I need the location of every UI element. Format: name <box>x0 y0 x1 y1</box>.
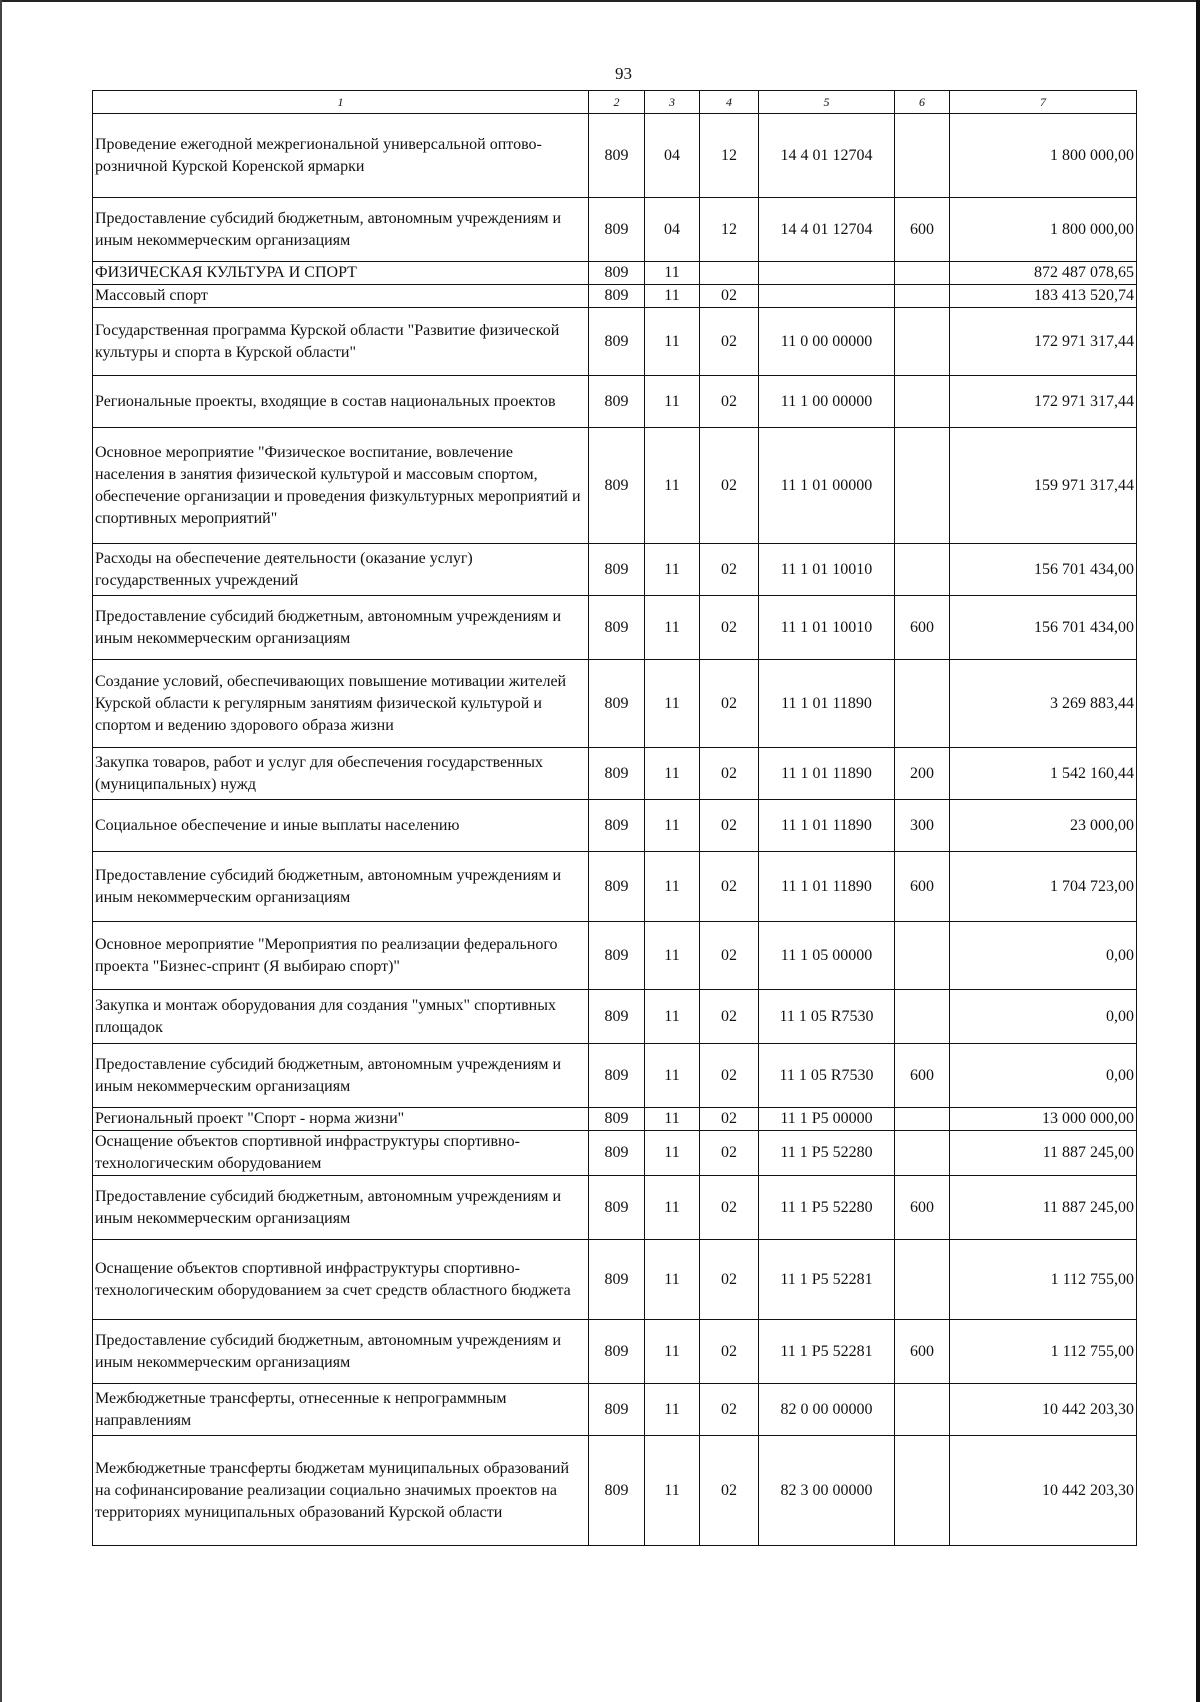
expense-type-code <box>895 1131 950 1176</box>
section-code: 11 <box>645 308 700 376</box>
section-code: 11 <box>645 852 700 922</box>
expense-type-code: 200 <box>895 748 950 800</box>
expense-type-code <box>895 544 950 596</box>
subsection-code: 02 <box>700 1044 759 1108</box>
amount: 11 887 245,00 <box>950 1131 1137 1176</box>
amount: 1 800 000,00 <box>950 114 1137 198</box>
table-row <box>93 1320 1137 1384</box>
section-code: 11 <box>645 1108 700 1131</box>
page-number: 93 <box>615 64 632 83</box>
column-number: 1 <box>93 91 589 114</box>
expense-type-code <box>895 1436 950 1546</box>
expense-type-code: 600 <box>895 1044 950 1108</box>
amount: 1 800 000,00 <box>950 198 1137 262</box>
subsection-code: 02 <box>700 660 759 748</box>
table-row <box>93 660 1137 748</box>
ministry-code: 809 <box>589 990 645 1044</box>
section-code: 11 <box>645 1384 700 1436</box>
section-code: 11 <box>645 262 700 285</box>
target-article-code: 11 1 01 11890 <box>759 660 895 748</box>
table-row <box>93 1436 1137 1546</box>
table-row <box>93 1044 1137 1108</box>
table-row <box>93 1108 1137 1131</box>
amount: 1 112 755,00 <box>950 1240 1137 1320</box>
target-article-code: 11 1 00 00000 <box>759 376 895 428</box>
subsection-code: 02 <box>700 1436 759 1546</box>
row-name: Оснащение объектов спортивной инфраструктуры спортивно-технологическим оборудованием за счет средств областного бюджета <box>93 1240 589 1320</box>
target-article-code: 11 1 01 00000 <box>759 428 895 544</box>
ministry-code: 809 <box>589 1240 645 1320</box>
column-number: 6 <box>895 91 950 114</box>
amount: 10 442 203,30 <box>950 1384 1137 1436</box>
table-row <box>93 1384 1137 1436</box>
row-name: Предоставление субсидий бюджетным, автономным учреждениям и иным некоммерческим организациям <box>93 852 589 922</box>
row-name: Основное мероприятие "Физическое воспитание, вовлечение населения в занятия физической культурой и массовым спортом, обеспечение организации и проведения физкультурных мероприятий и спортивных мероприятий" <box>93 428 589 544</box>
subsection-code: 02 <box>700 428 759 544</box>
target-article-code: 11 1 P5 00000 <box>759 1108 895 1131</box>
row-name: Закупка и монтаж оборудования для создания "умных" спортивных площадок <box>93 990 589 1044</box>
subsection-code: 02 <box>700 922 759 990</box>
section-code: 11 <box>645 1176 700 1240</box>
column-number: 5 <box>759 91 895 114</box>
target-article-code: 82 0 00 00000 <box>759 1384 895 1436</box>
row-name: Закупка товаров, работ и услуг для обеспечения государственных (муниципальных) нужд <box>93 748 589 800</box>
target-article-code: 11 1 01 11890 <box>759 852 895 922</box>
ministry-code: 809 <box>589 1044 645 1108</box>
ministry-code: 809 <box>589 376 645 428</box>
table-row <box>93 285 1137 308</box>
target-article-code: 11 1 05 00000 <box>759 922 895 990</box>
table-row <box>93 596 1137 660</box>
target-article-code: 14 4 01 12704 <box>759 198 895 262</box>
row-name: Оснащение объектов спортивной инфраструктуры спортивно-технологическим оборудованием <box>93 1131 589 1176</box>
amount: 23 000,00 <box>950 800 1137 852</box>
amount: 10 442 203,30 <box>950 1436 1137 1546</box>
subsection-code <box>700 262 759 285</box>
target-article-code: 11 1 01 11890 <box>759 748 895 800</box>
section-code: 11 <box>645 922 700 990</box>
scan-border-right <box>1196 0 1200 1702</box>
amount: 156 701 434,00 <box>950 596 1137 660</box>
expense-type-code <box>895 1240 950 1320</box>
table-row <box>93 852 1137 922</box>
expense-type-code <box>895 262 950 285</box>
amount: 872 487 078,65 <box>950 262 1137 285</box>
table-row <box>93 114 1137 198</box>
subsection-code: 02 <box>700 990 759 1044</box>
amount: 172 971 317,44 <box>950 376 1137 428</box>
subsection-code: 02 <box>700 544 759 596</box>
expense-type-code: 600 <box>895 596 950 660</box>
target-article-code: 11 1 01 10010 <box>759 596 895 660</box>
amount: 0,00 <box>950 990 1137 1044</box>
column-number: 4 <box>700 91 759 114</box>
section-code: 11 <box>645 1320 700 1384</box>
row-name: Расходы на обеспечение деятельности (оказание услуг) государственных учреждений <box>93 544 589 596</box>
target-article-code: 11 1 P5 52281 <box>759 1320 895 1384</box>
row-name: ФИЗИЧЕСКАЯ КУЛЬТУРА И СПОРТ <box>93 262 589 285</box>
amount: 1 704 723,00 <box>950 852 1137 922</box>
expense-type-code: 600 <box>895 852 950 922</box>
ministry-code: 809 <box>589 544 645 596</box>
ministry-code: 809 <box>589 660 645 748</box>
ministry-code: 809 <box>589 1131 645 1176</box>
section-code: 11 <box>645 428 700 544</box>
row-name: Предоставление субсидий бюджетным, автономным учреждениям и иным некоммерческим организациям <box>93 1176 589 1240</box>
ministry-code: 809 <box>589 1384 645 1436</box>
expense-type-code <box>895 376 950 428</box>
section-code: 11 <box>645 285 700 308</box>
ministry-code: 809 <box>589 596 645 660</box>
target-article-code: 11 1 P5 52280 <box>759 1131 895 1176</box>
row-name: Предоставление субсидий бюджетным, автономным учреждениям и иным некоммерческим организациям <box>93 198 589 262</box>
subsection-code: 02 <box>700 1108 759 1131</box>
table-row <box>93 376 1137 428</box>
column-number-row <box>93 91 1137 114</box>
subsection-code: 12 <box>700 198 759 262</box>
ministry-code: 809 <box>589 852 645 922</box>
subsection-code: 02 <box>700 1240 759 1320</box>
amount: 159 971 317,44 <box>950 428 1137 544</box>
row-name: Социальное обеспечение и иные выплаты населению <box>93 800 589 852</box>
table-row <box>93 428 1137 544</box>
subsection-code: 02 <box>700 596 759 660</box>
target-article-code: 11 1 05 R7530 <box>759 990 895 1044</box>
target-article-code: 14 4 01 12704 <box>759 114 895 198</box>
expense-type-code <box>895 660 950 748</box>
table-row <box>93 262 1137 285</box>
section-code: 04 <box>645 198 700 262</box>
table-row <box>93 198 1137 262</box>
column-number: 2 <box>589 91 645 114</box>
table-row <box>93 1131 1137 1176</box>
ministry-code: 809 <box>589 1320 645 1384</box>
ministry-code: 809 <box>589 285 645 308</box>
row-name: Основное мероприятие "Мероприятия по реализации федерального проекта "Бизнес-спринт (Я выбираю спорт)" <box>93 922 589 990</box>
section-code: 04 <box>645 114 700 198</box>
expense-type-code: 600 <box>895 1176 950 1240</box>
row-name: Государственная программа Курской области "Развитие физической культуры и спорта в Курской области" <box>93 308 589 376</box>
budget-table <box>92 90 1137 1546</box>
ministry-code: 809 <box>589 1436 645 1546</box>
section-code: 11 <box>645 596 700 660</box>
ministry-code: 809 <box>589 1108 645 1131</box>
subsection-code: 02 <box>700 1131 759 1176</box>
subsection-code: 02 <box>700 748 759 800</box>
scan-border-left <box>0 0 2 1702</box>
expense-type-code <box>895 1108 950 1131</box>
row-name: Региональные проекты, входящие в состав национальных проектов <box>93 376 589 428</box>
row-name: Массовый спорт <box>93 285 589 308</box>
amount: 0,00 <box>950 1044 1137 1108</box>
row-name: Предоставление субсидий бюджетным, автономным учреждениям и иным некоммерческим организациям <box>93 1320 589 1384</box>
amount: 1 112 755,00 <box>950 1320 1137 1384</box>
subsection-code: 02 <box>700 1176 759 1240</box>
row-name: Создание условий, обеспечивающих повышение мотивации жителей Курской области к регулярным занятиям физической культурой и спортом и ведению здорового образа жизни <box>93 660 589 748</box>
target-article-code: 11 1 01 11890 <box>759 800 895 852</box>
amount: 183 413 520,74 <box>950 285 1137 308</box>
target-article-code: 11 1 05 R7530 <box>759 1044 895 1108</box>
amount: 0,00 <box>950 922 1137 990</box>
target-article-code: 11 1 01 10010 <box>759 544 895 596</box>
ministry-code: 809 <box>589 114 645 198</box>
amount: 11 887 245,00 <box>950 1176 1137 1240</box>
ministry-code: 809 <box>589 922 645 990</box>
expense-type-code <box>895 990 950 1044</box>
table-row <box>93 748 1137 800</box>
expense-type-code <box>895 308 950 376</box>
amount: 13 000 000,00 <box>950 1108 1137 1131</box>
table-row <box>93 990 1137 1044</box>
ministry-code: 809 <box>589 198 645 262</box>
ministry-code: 809 <box>589 748 645 800</box>
ministry-code: 809 <box>589 1176 645 1240</box>
row-name: Межбюджетные трансферты бюджетам муниципальных образований на софинансирование реализации социально значимых проектов на территориях муниципальных образований Курской области <box>93 1436 589 1546</box>
amount: 3 269 883,44 <box>950 660 1137 748</box>
table-row <box>93 544 1137 596</box>
subsection-code: 02 <box>700 852 759 922</box>
target-article-code: 11 1 P5 52281 <box>759 1240 895 1320</box>
subsection-code: 02 <box>700 1384 759 1436</box>
expense-type-code <box>895 1384 950 1436</box>
subsection-code: 02 <box>700 285 759 308</box>
subsection-code: 02 <box>700 1320 759 1384</box>
section-code: 11 <box>645 990 700 1044</box>
table-row <box>93 800 1137 852</box>
section-code: 11 <box>645 800 700 852</box>
amount: 172 971 317,44 <box>950 308 1137 376</box>
expense-type-code <box>895 285 950 308</box>
row-name: Проведение ежегодной межрегиональной универсальной оптово-розничной Курской Коренской ярмарки <box>93 114 589 198</box>
scan-border-top <box>0 0 1200 2</box>
target-article-code: 11 0 00 00000 <box>759 308 895 376</box>
subsection-code: 02 <box>700 308 759 376</box>
ministry-code: 809 <box>589 308 645 376</box>
table-row <box>93 1240 1137 1320</box>
section-code: 11 <box>645 544 700 596</box>
target-article-code: 82 3 00 00000 <box>759 1436 895 1546</box>
expense-type-code: 600 <box>895 198 950 262</box>
expense-type-code: 600 <box>895 1320 950 1384</box>
target-article-code <box>759 262 895 285</box>
expense-type-code <box>895 922 950 990</box>
section-code: 11 <box>645 1131 700 1176</box>
ministry-code: 809 <box>589 800 645 852</box>
row-name: Региональный проект "Спорт - норма жизни" <box>93 1108 589 1131</box>
row-name: Предоставление субсидий бюджетным, автономным учреждениям и иным некоммерческим организациям <box>93 596 589 660</box>
table-row <box>93 922 1137 990</box>
section-code: 11 <box>645 1436 700 1546</box>
target-article-code <box>759 285 895 308</box>
expense-type-code <box>895 428 950 544</box>
section-code: 11 <box>645 660 700 748</box>
row-name: Межбюджетные трансферты, отнесенные к непрограммным направлениям <box>93 1384 589 1436</box>
ministry-code: 809 <box>589 262 645 285</box>
amount: 1 542 160,44 <box>950 748 1137 800</box>
target-article-code: 11 1 P5 52280 <box>759 1176 895 1240</box>
expense-type-code: 300 <box>895 800 950 852</box>
subsection-code: 12 <box>700 114 759 198</box>
column-number: 3 <box>645 91 700 114</box>
table-row <box>93 1176 1137 1240</box>
amount: 156 701 434,00 <box>950 544 1137 596</box>
section-code: 11 <box>645 1044 700 1108</box>
section-code: 11 <box>645 748 700 800</box>
expense-type-code <box>895 114 950 198</box>
subsection-code: 02 <box>700 376 759 428</box>
row-name: Предоставление субсидий бюджетным, автономным учреждениям и иным некоммерческим организациям <box>93 1044 589 1108</box>
section-code: 11 <box>645 1240 700 1320</box>
column-number: 7 <box>950 91 1137 114</box>
section-code: 11 <box>645 376 700 428</box>
subsection-code: 02 <box>700 800 759 852</box>
table-row <box>93 308 1137 376</box>
ministry-code: 809 <box>589 428 645 544</box>
